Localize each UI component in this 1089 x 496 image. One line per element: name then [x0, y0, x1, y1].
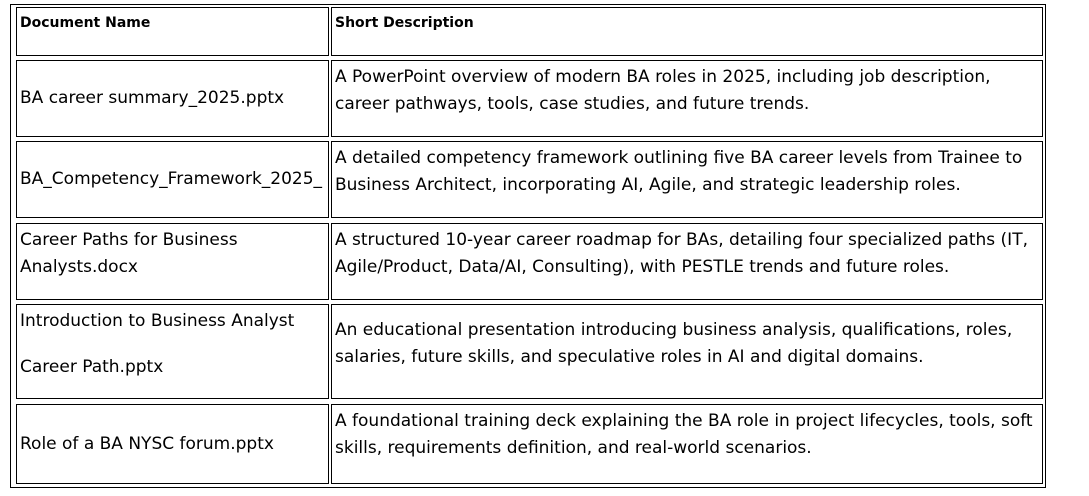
table-row-4-name [16, 304, 329, 399]
table-row-1-name [16, 60, 329, 137]
document-name: BA_Competency_Framework_2025_ [20, 169, 323, 189]
header-document-name: Document Name [16, 7, 329, 56]
table-row-3-description: A structured 10-year career roadmap for BAs, detailing four specialized paths (IT, Agile/Product, Data/AI, Consulting), with PESTLE trends and future roles. [331, 223, 1043, 300]
header-short-description: Short Description [331, 7, 1043, 56]
table-row-5-name [16, 404, 329, 484]
document-name: BA career summary_2025.pptx [20, 88, 285, 108]
table-row-2-name [16, 141, 329, 218]
document-name-line-2: Career Path.pptx [20, 357, 164, 377]
document-name-line-1: Introduction to Business Analyst [20, 311, 295, 331]
table-row-1-description: A PowerPoint overview of modern BA roles in 2025, including job description, career pathways, tools, case studies, and future trends. [331, 60, 1043, 137]
table-row-4-description: An educational presentation introducing business analysis, qualifications, roles, salaries, future skills, and speculative roles in AI and digital domains. [331, 304, 1043, 399]
table-row-5-description: A foundational training deck explaining the BA role in project lifecycles, tools, soft skills, requirements definition, and real-world scenarios. [331, 404, 1043, 484]
table-row-3-name: Career Paths for Business Analysts.docx [16, 223, 329, 300]
document-name: Role of a BA NYSC forum.pptx [20, 433, 274, 454]
documents-table [10, 4, 1046, 488]
table-row-2-description: A detailed competency framework outlining five BA career levels from Trainee to Business Architect, incorporating AI, Agile, and strategic leadership roles. [331, 141, 1043, 218]
